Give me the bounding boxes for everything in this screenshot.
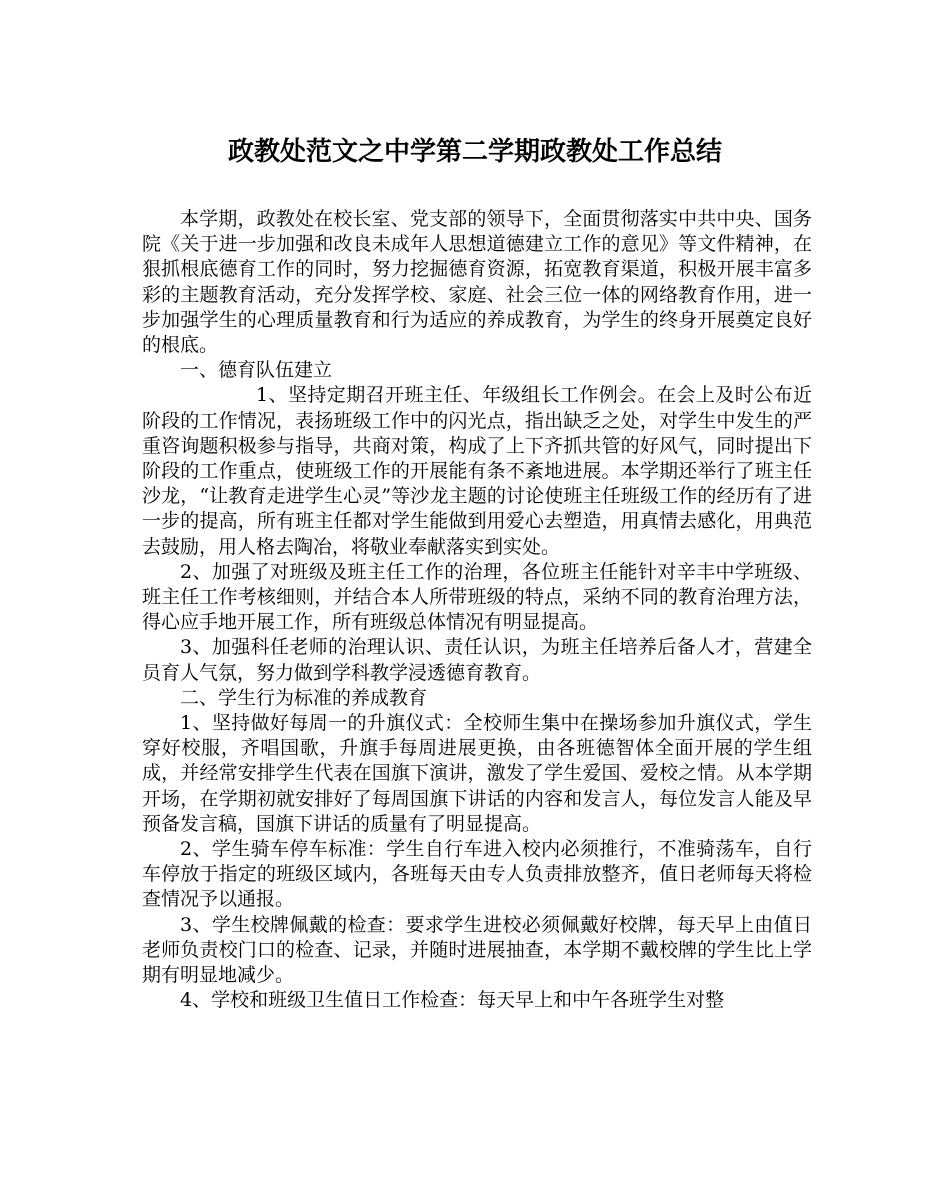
paragraph-intro: 本学期，政教处在校长室、党支部的领导下，全面贯彻落实中共中央、国务院《关于进一步加强和改良未成年人思想道德建立工作的意见》等文件精神，在狠抓根底德育工作的同时，努力挖掘德育资源，拓宽教育渠道，积极开展丰富多彩的主题教育活动，充分发挥学校、家庭、社会三位一体的网络教育作用，进一步加强学生的心理质量教育和行为适应的养成教育，为学生的终身开展奠定良好的根底。	[142, 208, 812, 357]
document-body	[142, 207, 812, 1014]
paragraph-1-2: 2、加强了对班级及班主任工作的治理，各位班主任能针对辛丰中学班级、班主任工作考核细则，并结合本人所带班级的特点，采纳不同的教育治理方法，得心应手地开展工作，所有班级总体情况有明显提高。	[142, 560, 812, 634]
section-heading-2: 二、学生行为标准的养成教育	[180, 686, 428, 709]
document-title: 政教处范文之中学第二学期政教处工作总结	[227, 137, 722, 167]
section-heading-1: 一、德育队伍建立	[180, 359, 333, 382]
paragraph-1-1: 1、坚持定期召开班主任、年级组长工作例会。在会上及时公布近阶段的工作情况，表扬班级工作中的闪光点，指出缺乏之处，对学生中发生的严重咨询题积极参与指导，共商对策，构成了上下齐抓共管的好风气，同时提出下阶段的工作重点，使班级工作的开展能有条不紊地进展。本学期还举行了班主任沙龙，“让教育走进学生心灵”等沙龙主题的讨论使班主任班级工作的经历有了进一步的提高，所有班主任都对学生能做到用爱心去塑造，用真情去感化，用典范去鼓励，用人格去陶冶，将敬业奉献落实到实处。	[142, 384, 812, 558]
paragraph-2-2: 2、学生骑车停车标准：学生自行车进入校内必须推行，不准骑荡车，自行车停放于指定的班级区域内，各班每天由专人负责排放整齐，值日老师每天将检查情况予以通报。	[142, 838, 812, 911]
paragraph-2-4: 4、学校和班级卫生值日工作检查：每天早上和中午各班学生对整	[180, 989, 725, 1012]
paragraph-2-3: 3、学生校牌佩戴的检查：要求学生进校必须佩戴好校牌，每天早上由值日老师负责校门口的检查、记录，并随时进展抽查，本学期不戴校牌的学生比上学期有明显地减少。	[142, 913, 812, 987]
paragraph-2-1: 1、坚持做好每周一的升旗仪式：全校师生集中在操场参加升旗仪式，学生穿好校服，齐唱国歌，升旗手每周进展更换，由各班德智体全面开展的学生组成，并经常安排学生代表在国旗下演讲，激发了学生爱国、爱校之情。从本学期开场，在学期初就安排好了每周国旗下讲话的内容和发言人，每位发言人能及早预备发言稿，国旗下讲话的质量有了明显提高。	[142, 712, 812, 835]
paragraph-1-3: 3、加强科任老师的治理认识、责任认识，为班主任培养后备人才，营建全员育人气氛，努力做到学科教学浸透德育教育。	[142, 636, 812, 684]
